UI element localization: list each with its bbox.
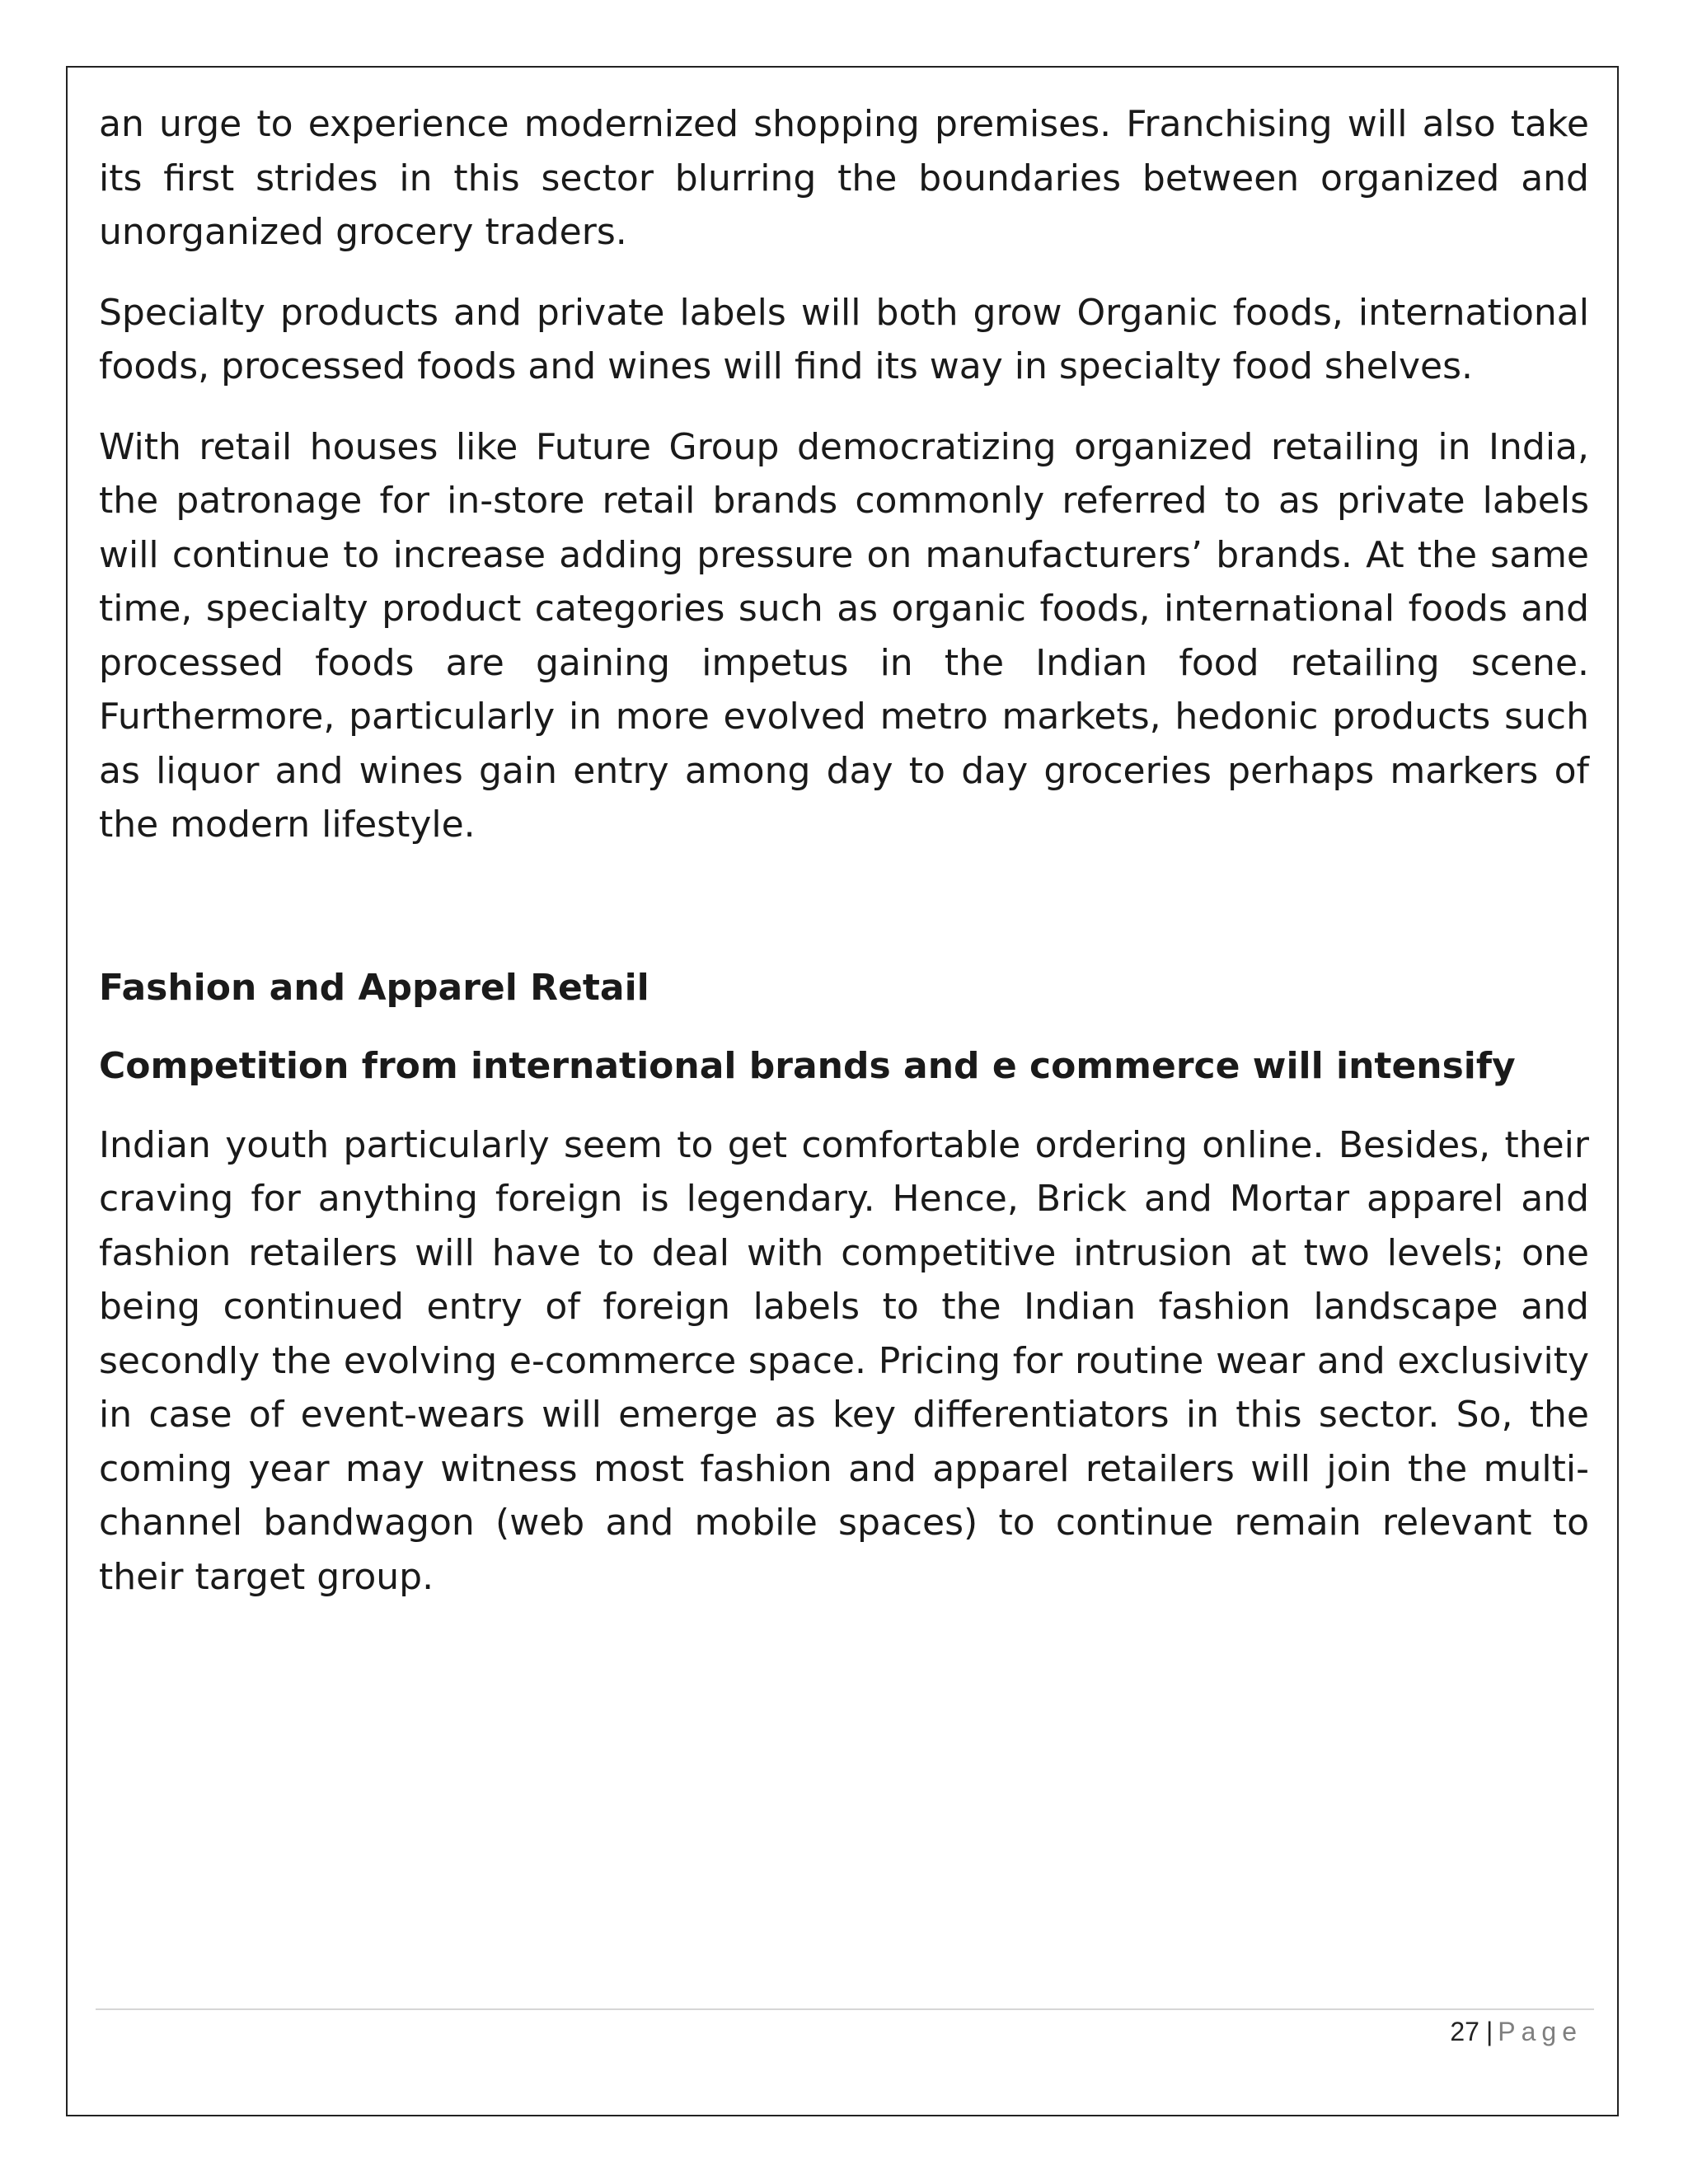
page-label: Page [1498, 2017, 1582, 2046]
body-paragraph-3: With retail houses like Future Group democratizing organized retailing in India, the patronage for in-store retail brands commonly referred to as private labels will continue to increase adding pressure on manufacturers’ brands. At the same time, specialty product categories such as organic foods, international foods and processed foods are gaining impetus in the Indian food retailing scene. Furthermore, particularly in more evolved metro markets, hedonic products such as liquor and wines gain entry among day to day groceries perhaps markers of the modern lifestyle. [99, 425, 1589, 846]
body-paragraph-1: an urge to experience modernized shopping premises. Franchising will also take its first strides in this sector blurring the boundaries between organized and unorganized grocery traders. [99, 103, 1589, 253]
section-heading: Fashion and Apparel Retail [99, 966, 649, 1009]
page-number: 27 [1450, 2017, 1479, 2046]
page-content [99, 97, 1589, 1630]
page-footer [1450, 2013, 1582, 2050]
footer-separator: | [1485, 2017, 1493, 2046]
section-spacer [99, 879, 1589, 961]
footer-rule [96, 2008, 1594, 2010]
section-subheading: Competition from international brands and e commerce will intensify [99, 1045, 1516, 1087]
body-paragraph-4: Indian youth particularly seem to get comfortable ordering online. Besides, their craving for anything foreign is legendary. Hence, Brick and Mortar apparel and fashion retailers will have to deal with competitive intrusion at two levels; one being continued entry of foreign labels to the Indian fashion landscape and secondly the evolving e-commerce space. Pricing for routine wear and exclusivity in case of event-wears will emerge as key differentiators in this sector. So, the coming year may witness most fashion and apparel retailers will join the multi-channel bandwagon (web and mobile spaces) to continue remain relevant to their target group. [99, 1123, 1589, 1598]
body-paragraph-2: Specialty products and private labels will both grow Organic foods, international foods, processed foods and wines will find its way in specialty food shelves. [99, 291, 1589, 387]
